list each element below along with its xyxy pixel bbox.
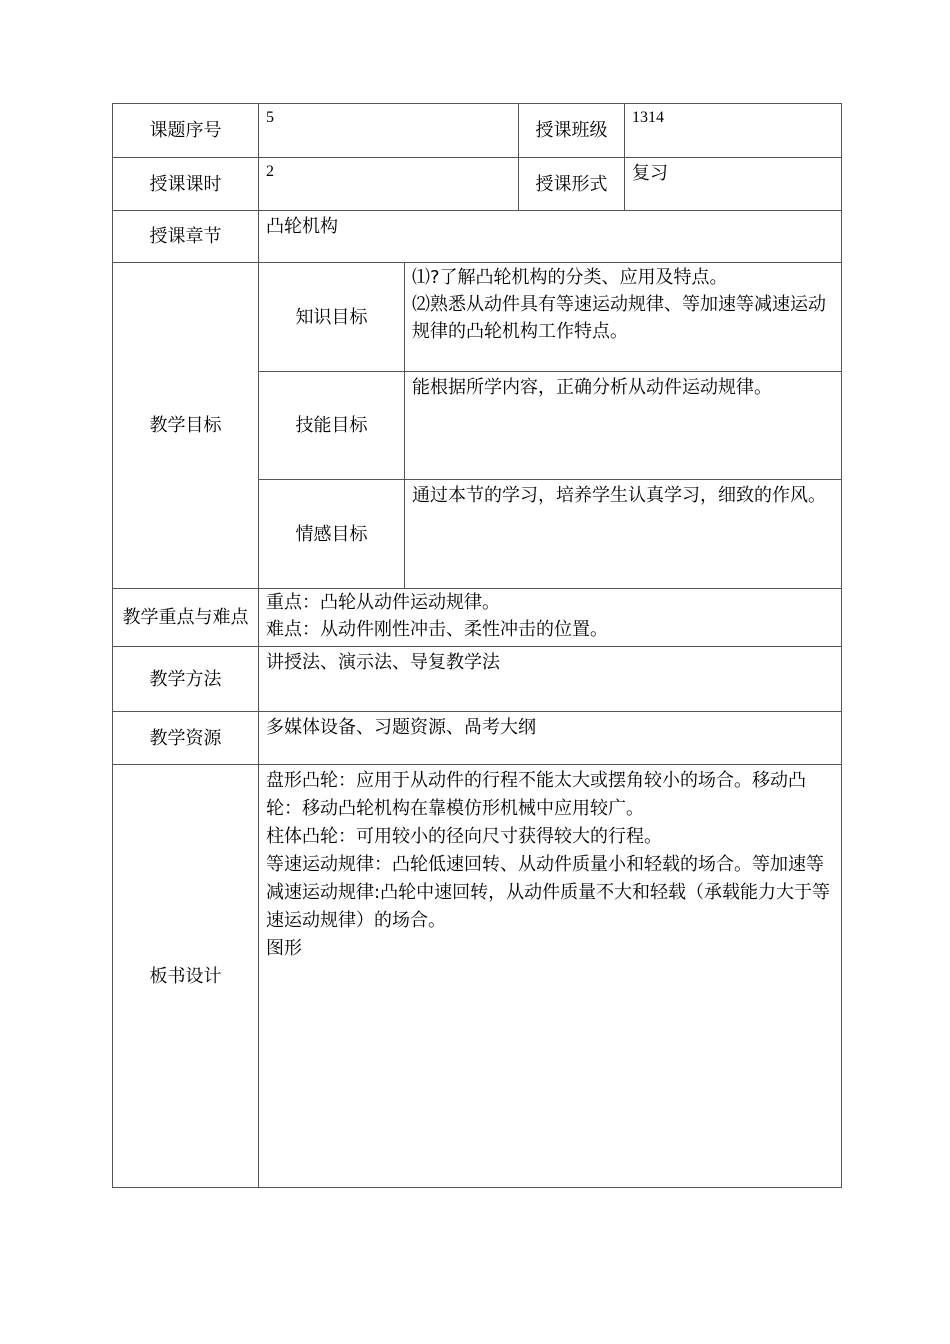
difficulty-line: 难点：从动件刚性冲击、柔性冲击的位置。 [266,619,608,640]
method-text: 讲授法、演示法、导复教学法 [258,646,842,712]
knowledge-objective-line-1: ⑴?了解凸轮机构的分类、应用及特点。 [412,267,728,288]
objectives-label: 教学目标 [112,262,259,589]
hours-value: 2 [258,157,519,211]
resources-text: 多媒体设备、习题资源、咼考大纲 [258,711,842,765]
form-value: 复习 [624,157,842,211]
key-points-text [258,588,842,647]
knowledge-objective-line-2: ⑵熟悉从动件具有等速运动规律、等加速等减速运动规律的凸轮机构工作特点。 [412,294,826,342]
emotion-objective-text: 通过本节的学习，培养学生认真学习，细致的作风。 [404,479,842,589]
skill-objective-label: 技能目标 [258,371,405,480]
form-label: 授课形式 [518,157,625,211]
board-line-motion-law: 等速运动规律：凸轮低速回转、从动件质量小和轻载的场合。等加速等减速运动规律:凸轮中速回转，从动件质量不大和轻载（承载能力大于等速运动规律）的场合。 [266,854,831,931]
key-point-line: 重点：凸轮从动件运动规律。 [266,592,500,613]
board-line-figure: 图形 [266,938,302,959]
topic-number-value: 5 [258,103,519,158]
board-design-text [258,764,842,1188]
chapter-value: 凸轮机构 [258,210,842,263]
skill-objective-text: 能根据所学内容，正确分析从动件运动规律。 [404,371,842,480]
board-design-label: 板书设计 [112,764,259,1188]
class-label: 授课班级 [518,103,625,158]
class-value: 1314 [624,103,842,158]
resources-label: 教学资源 [112,711,259,765]
knowledge-objective-text [404,262,842,372]
emotion-objective-label: 情感目标 [258,479,405,589]
board-line-disc-cam: 盘形凸轮：应用于从动件的行程不能太大或摆角较小的场合。移动凸轮：移动凸轮机构在靠模仿形机械中应用较广。 [266,770,806,819]
lesson-plan-table [112,103,842,1188]
board-line-cylinder-cam: 柱体凸轮：可用较小的径向尺寸获得较大的行程。 [266,826,662,847]
chapter-label: 授课章节 [112,210,259,263]
hours-label: 授课课时 [112,157,259,211]
key-points-label: 教学重点与难点 [112,588,259,647]
knowledge-objective-label: 知识目标 [258,262,405,372]
topic-number-label: 课题序号 [112,103,259,158]
method-label: 教学方法 [112,646,259,712]
